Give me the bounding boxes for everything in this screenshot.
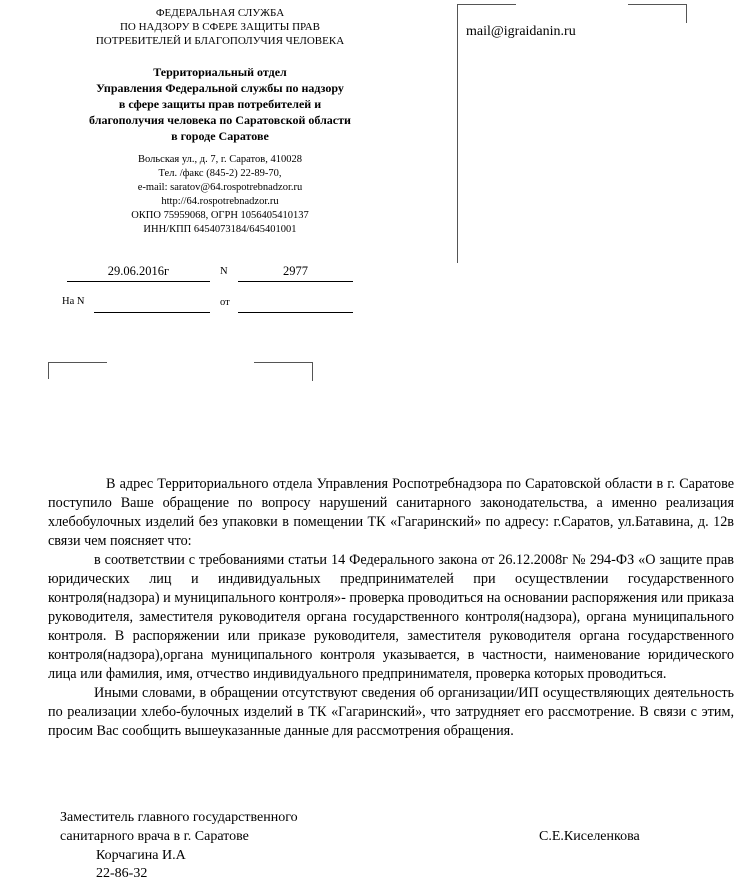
date-field [67,264,210,282]
contact-line: ИНН/КПП 6454073184/645401001 [143,224,297,235]
date-value: 29.06.2016г [107,264,170,278]
executor-name: Корчагина И.А [96,848,186,863]
number-label: N [220,266,228,277]
number-field [238,264,353,282]
department-line: благополучия человека по Саратовской области [89,113,351,127]
executor-phone: 22-86-32 [96,866,148,881]
signer-position-line1: Заместитель главного государственного [60,810,298,825]
ref-number-field [94,295,210,313]
body-paragraph: Иными словами, в обращении отсутствуют сведения об организации/ИП осуществляющих деятельность по реализации хлебо-булочных изделий в ТК «Гагаринский», что затрудняет его рассмотрение. В связи с этим, просим Вас сообщить вышеуказанные данные для рассмотрения обращения. [48,685,734,739]
department-line: Управления Федеральной службы по надзору [96,81,344,95]
contact-line: ОКПО 75959068, ОГРН 1056405410137 [131,210,309,221]
agency-line: ФЕДЕРАЛЬНАЯ СЛУЖБА [155,7,285,19]
corner-mark-top-right [254,362,313,381]
body-paragraph: В адрес Территориального отдела Управления Роспотребнадзора по Саратовской области в г. Саратове поступило Ваше обращение по вопросу нарушений санитарного законодательства, а именно реализация хлебобулочных изделий без упаковки в помещении ТК «Гагаринский» по адресу: г.Саратов, ул.Батавина, д. 12в связи чем поясняет что: [48,476,734,549]
address-corner-right [628,4,687,23]
contact-line: Тел. /факс (845-2) 22-89-70, [158,168,282,179]
body-paragraph: в соответствии с требованиями статьи 14 Федерального закона от 26.12.2008г № 294-ФЗ «О защите прав юридических лиц и индивидуальных предпринимателей при осуществлении государственного контроля(надзора) и муниципального контроля»- проверка проводиться на основании распоряжения или приказа руководителя, заместителя руководителя органа государственного контроля(надзора), органа муниципального контроля. В распоряжении или приказе руководителя, заместителя руководителя органа государственного контроля(надзора),органа муниципального контроля указывается, в частности, наименование юридического лица или фамилия, имя, отчество индивидуального предпринимателя, проверка которых проводиться. [48,552,734,682]
recipient-email: mail@igraidanin.ru [466,24,576,39]
department-name [60,64,380,144]
corner-mark-top-left [48,362,107,379]
agency-line: ПОТРЕБИТЕЛЕЙ И БЛАГОПОЛУЧИЯ ЧЕЛОВЕКА [95,35,345,47]
department-line: в городе Саратове [171,129,269,143]
from-label: от [220,297,230,308]
ref-label: На N [62,296,85,307]
contact-block [60,153,380,237]
agency-line: ПО НАДЗОРУ В СФЕРЕ ЗАЩИТЫ ПРАВ [119,21,321,33]
address-corner-left [457,4,516,263]
letter-body [48,475,734,741]
number-value: 2977 [283,264,308,278]
from-date-field [238,295,353,313]
signer-name: С.Е.Киселенкова [539,829,640,844]
signer-position-line2: санитарного врача в г. Саратове [60,829,249,844]
contact-line: http://64.rospotrebnadzor.ru [161,196,279,207]
agency-name [60,6,380,48]
department-line: в сфере защиты прав потребителей и [118,97,322,111]
department-line: Территориальный отдел [153,65,287,79]
contact-line: Вольская ул., д. 7, г. Саратов, 410028 [138,154,302,165]
contact-line: e-mail: saratov@64.rospotrebnadzor.ru [137,182,303,193]
